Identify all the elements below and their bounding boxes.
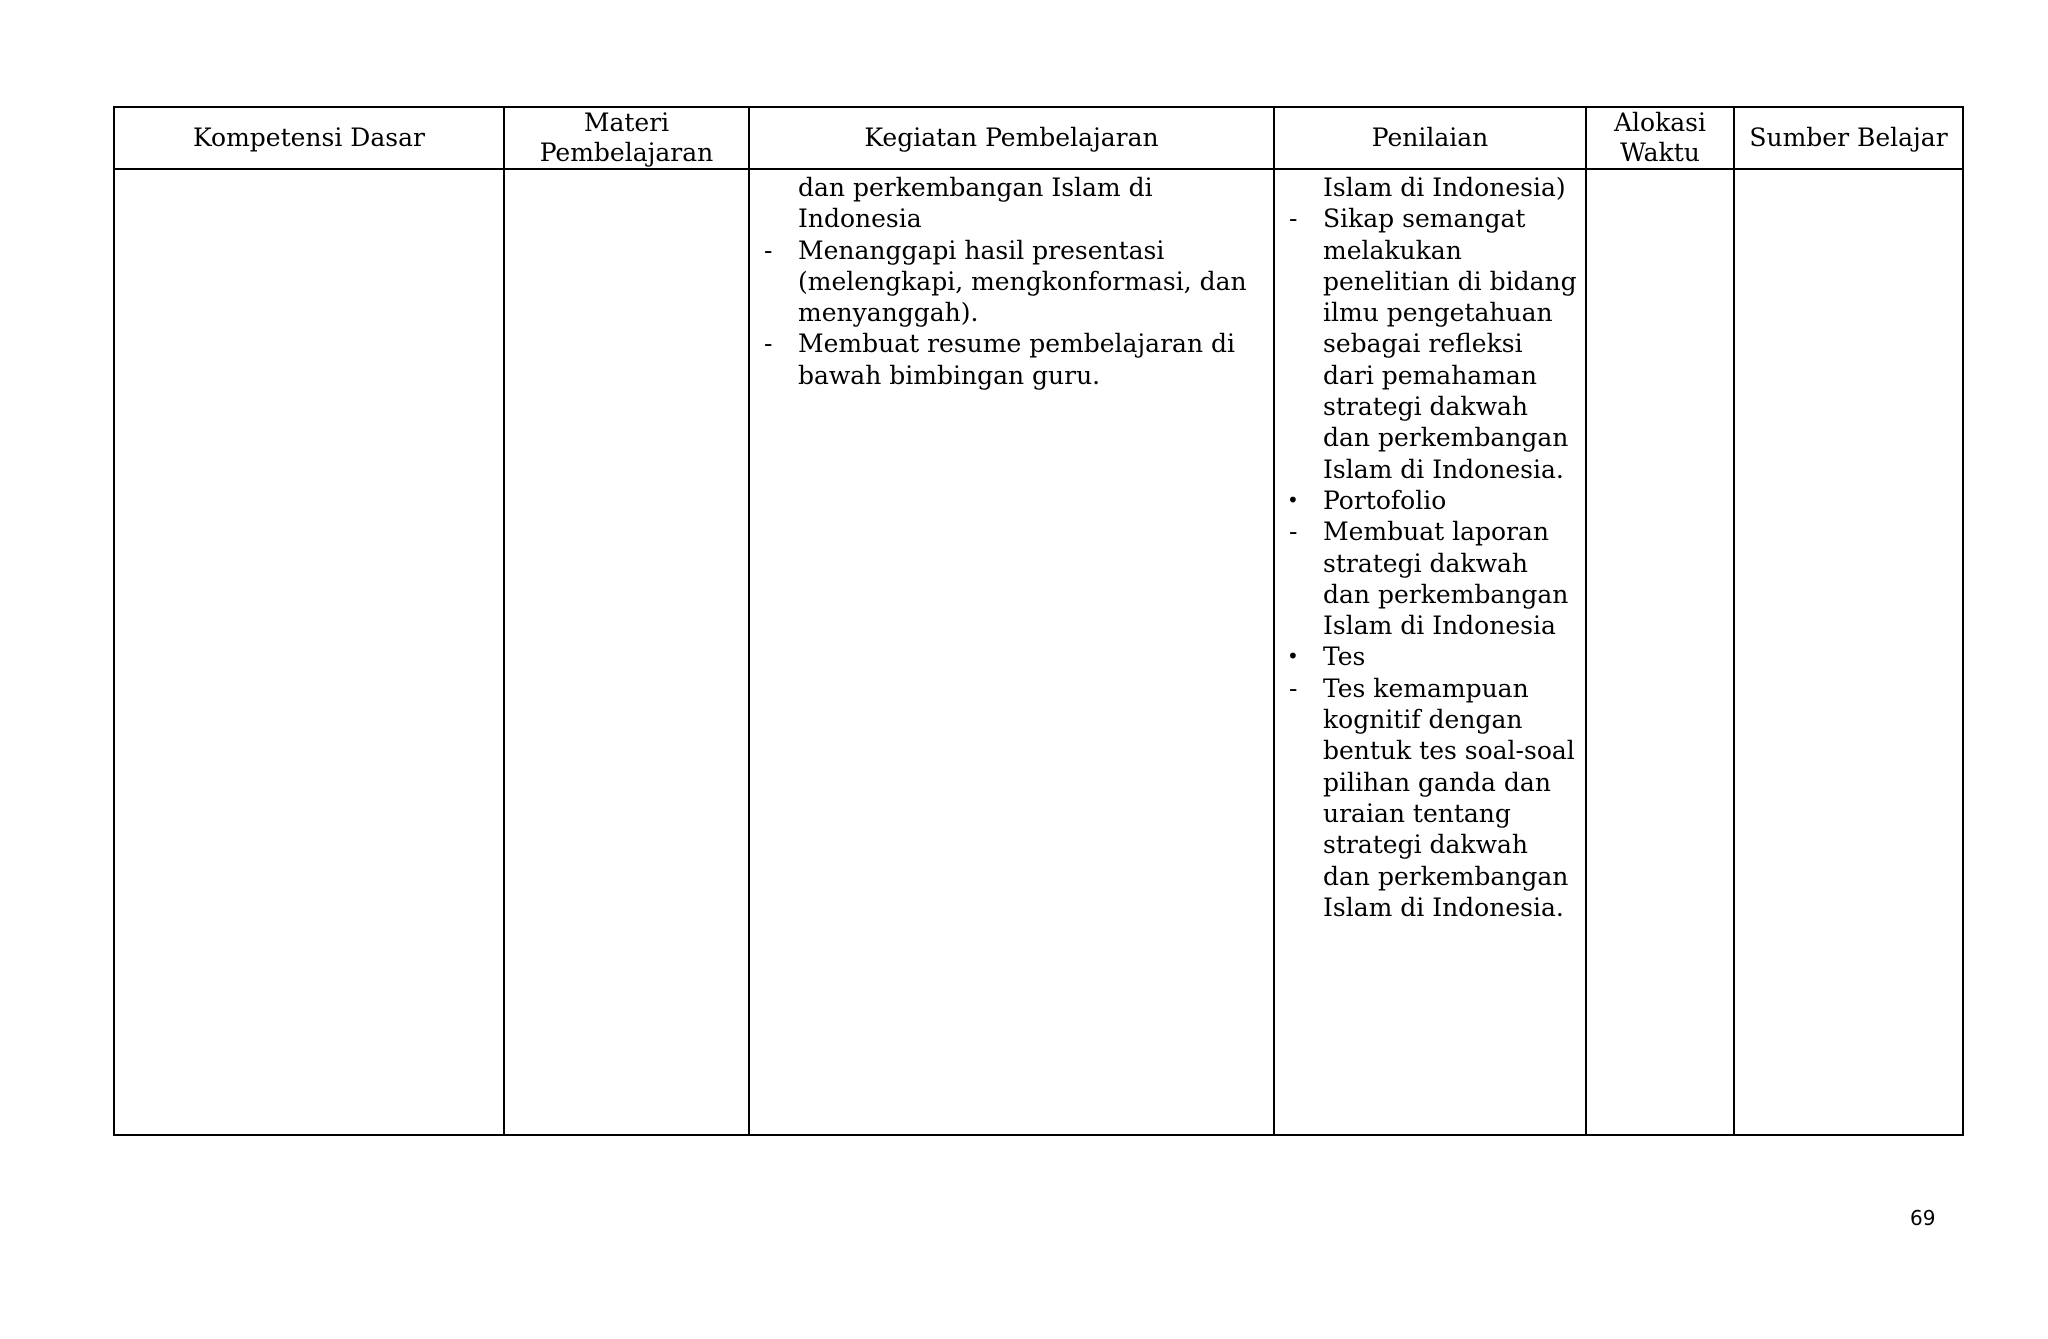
dash-marker: - — [1289, 204, 1298, 234]
table-header-row — [114, 107, 1963, 169]
table-row — [114, 169, 1963, 1135]
penilaian-item — [1275, 485, 1577, 516]
kegiatan-text: Menanggapi hasil presentasi (melengkapi, mengkonformasi, dan menyanggah). — [798, 235, 1247, 328]
header-alokasi-waktu: Alokasi Waktu — [1586, 107, 1734, 169]
cell-kegiatan-pembelajaran — [749, 169, 1274, 1135]
syllabus-table — [113, 106, 1964, 1136]
cell-sumber-belajar — [1734, 169, 1963, 1135]
penilaian-text: Membuat laporan strategi dakwah dan perkembangan Islam di Indonesia — [1323, 517, 1569, 641]
dash-marker: - — [1289, 517, 1298, 547]
dash-marker: - — [1289, 673, 1298, 703]
penilaian-item — [1275, 516, 1577, 641]
kegiatan-text: Membuat resume pembelajaran di bawah bimbingan guru. — [798, 329, 1235, 390]
penilaian-item — [1275, 172, 1577, 203]
penilaian-list — [1275, 172, 1577, 923]
page-number: 69 — [1910, 1206, 1936, 1230]
kegiatan-text: dan perkembangan Islam di Indonesia — [798, 173, 1153, 234]
cell-penilaian — [1274, 169, 1586, 1135]
cell-alokasi-waktu — [1586, 169, 1734, 1135]
penilaian-item — [1275, 641, 1577, 672]
dash-marker: - — [764, 235, 773, 265]
header-sumber-belajar: Sumber Belajar — [1734, 107, 1963, 169]
header-materi-pembelajaran: Materi Pembelajaran — [504, 107, 749, 169]
penilaian-text: Tes — [1323, 642, 1366, 672]
penilaian-item — [1275, 673, 1577, 923]
dash-marker: - — [764, 329, 773, 359]
bullet-marker: • — [1287, 644, 1299, 669]
kegiatan-item — [750, 172, 1261, 235]
bullet-marker: • — [1287, 487, 1299, 512]
penilaian-text: Tes kemampuan kognitif dengan bentuk tes soal-soal pilihan ganda dan uraian tentang strategi dakwah dan perkembangan Islam di Indonesia. — [1323, 673, 1575, 922]
penilaian-item — [1275, 203, 1577, 485]
penilaian-text: Portofolio — [1323, 485, 1447, 515]
header-kegiatan-pembelajaran: Kegiatan Pembelajaran — [749, 107, 1274, 169]
header-kompetensi-dasar: Kompetensi Dasar — [114, 107, 504, 169]
penilaian-text: Sikap semangat melakukan penelitian di bidang ilmu pengetahuan sebagai refleksi dari pemahaman strategi dakwah dan perkembangan Islam di Indonesia. — [1323, 204, 1577, 484]
kegiatan-item — [750, 328, 1261, 391]
kegiatan-list — [750, 172, 1261, 391]
header-penilaian: Penilaian — [1274, 107, 1586, 169]
cell-materi-pembelajaran — [504, 169, 749, 1135]
cell-kompetensi-dasar — [114, 169, 504, 1135]
penilaian-text: Islam di Indonesia) — [1323, 173, 1566, 202]
kegiatan-item — [750, 235, 1261, 329]
